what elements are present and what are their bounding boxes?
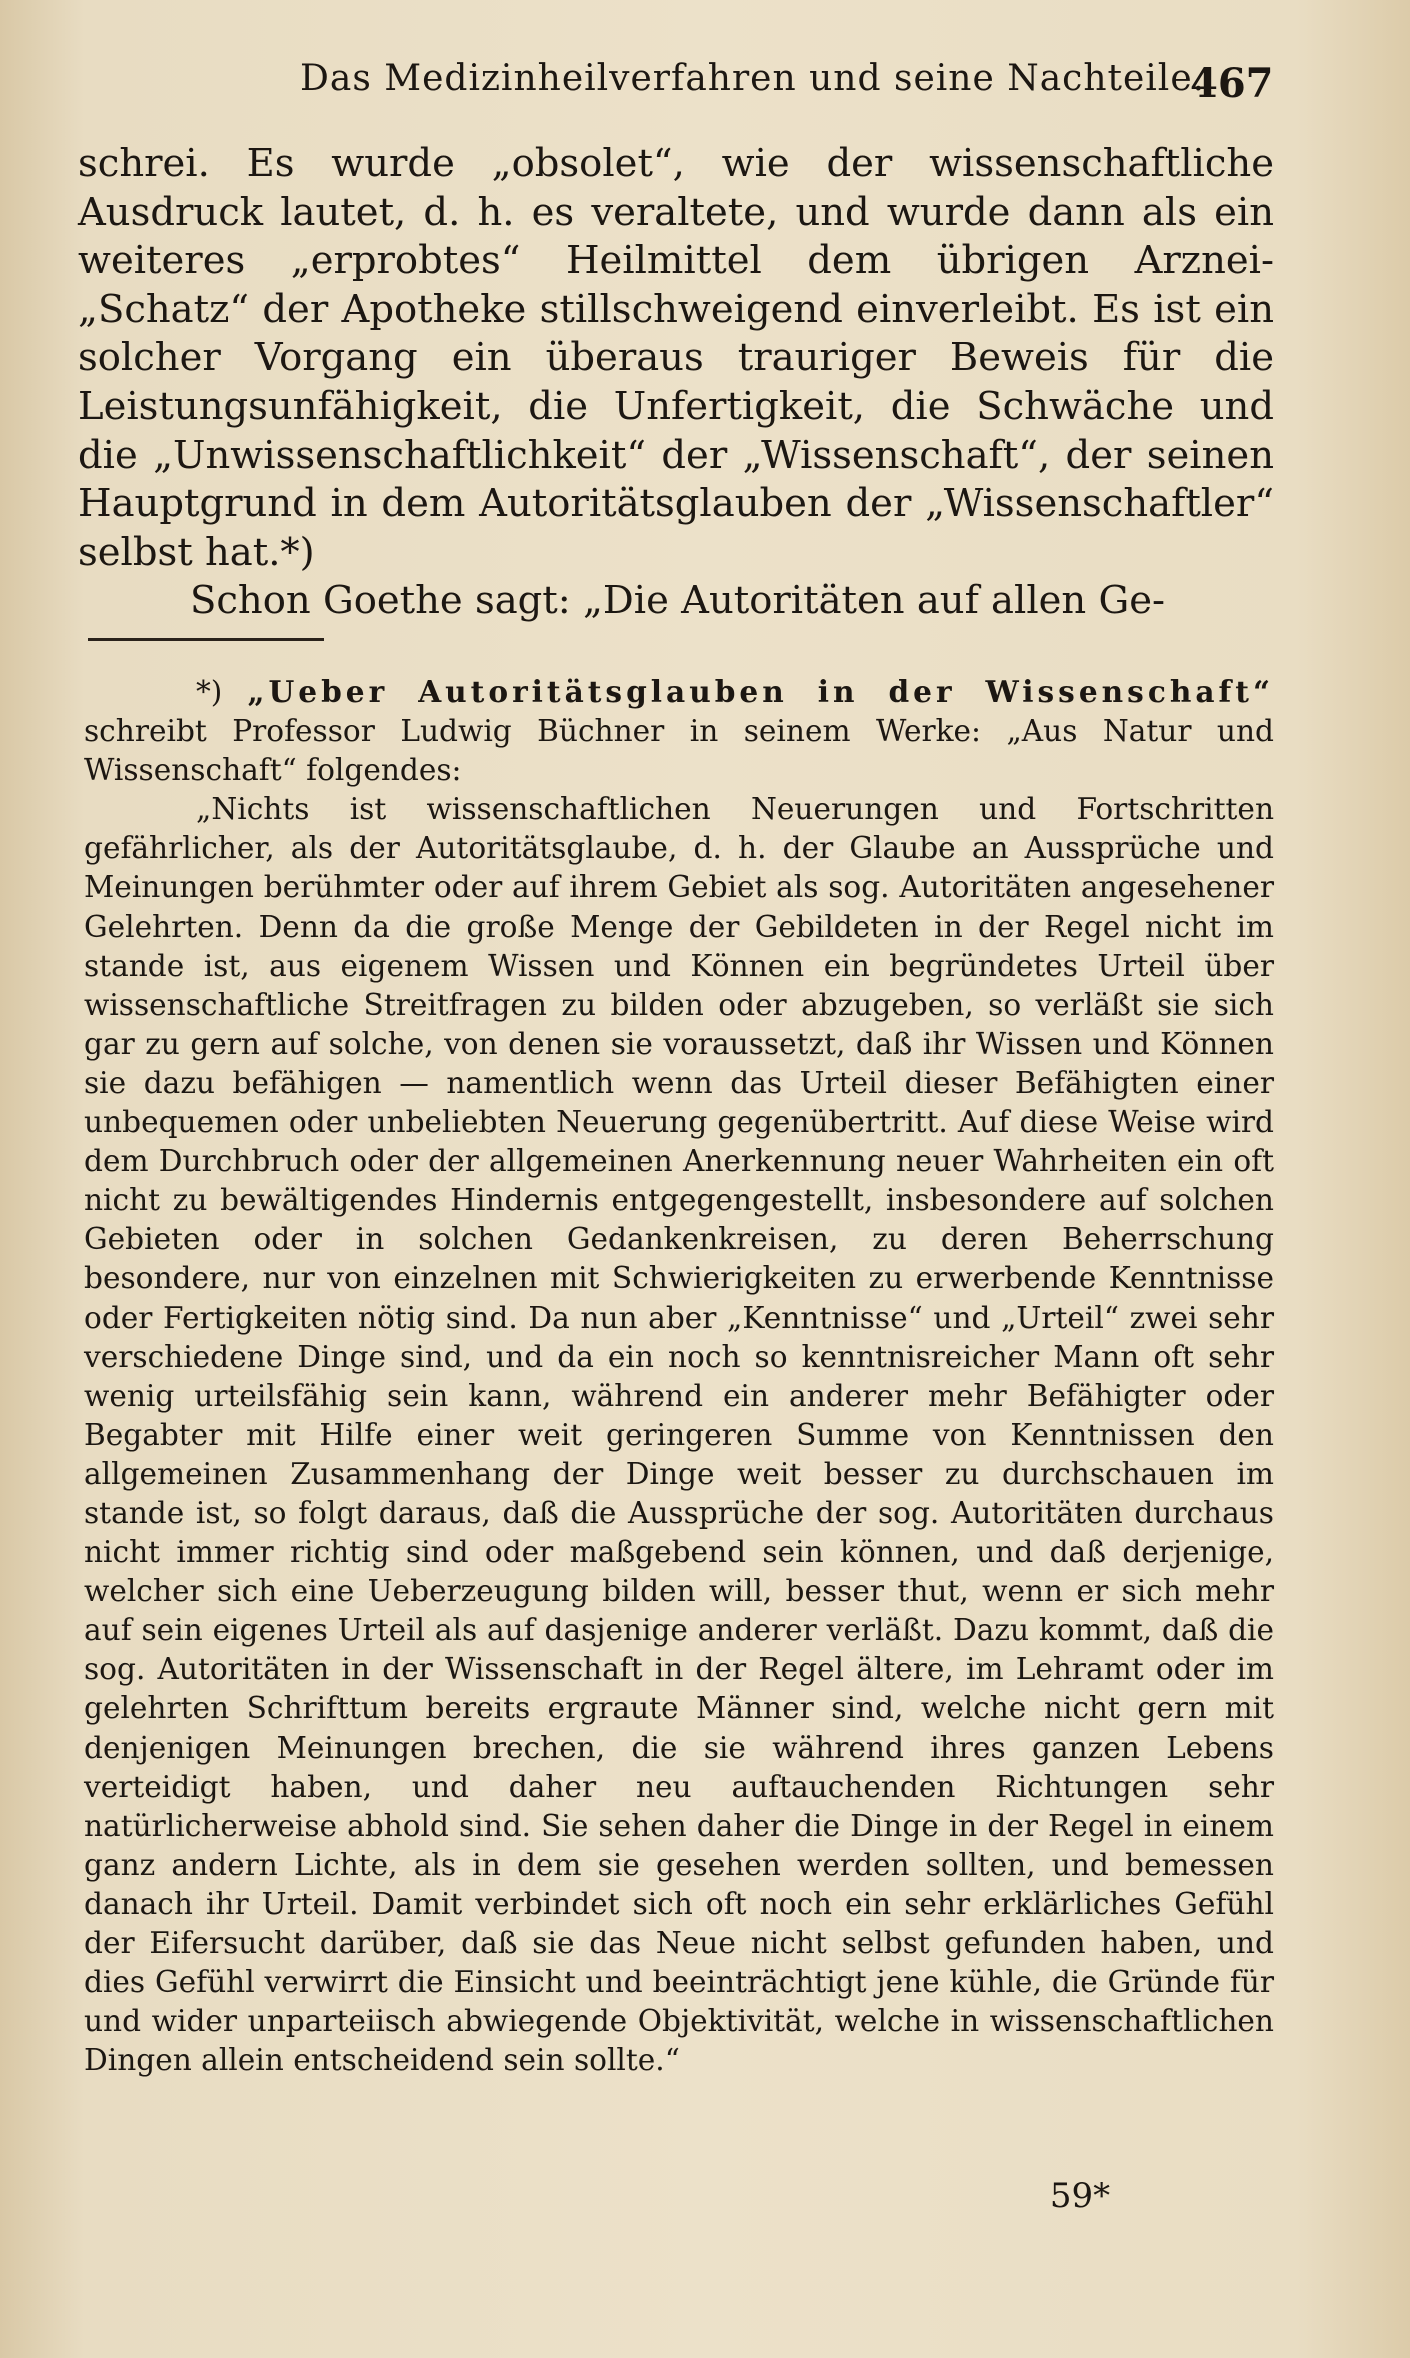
footnote-rule	[88, 638, 324, 641]
signature-mark: 59*	[1049, 2176, 1111, 2216]
main-paragraph-1: schrei. Es wurde „obsolet“, wie der wissenschaftliche Ausdruck lautet, d. h. es veraltete, und wurde dann als ein weiteres „erprobtes“ Heilmittel dem übrigen Arznei-„Schatz“ der Apotheke stillschweigend einverleibt. Es ist ein solcher Vorgang ein überaus trauriger Beweis für die Leistungsunfähigkeit, die Unfertigkeit, die Schwäche und die „Unwissenschaftlichkeit“ der „Wissenschaft“, der seinen Hauptgrund in dem Autoritätsglauben der „Wissenschaftler“ selbst hat.*)	[78, 141, 1274, 575]
main-paragraph-2: Schon Goethe sagt: „Die Autoritäten auf allen Ge-	[190, 578, 1166, 624]
running-head: Das Medizinheilverfahren und seine Nachteile.	[300, 58, 1206, 99]
footnote-intro	[84, 672, 1274, 790]
footnote-intro-text: schreibt Professor Ludwig Büchner in seinem Werke: „Aus Natur und Wissenschaft“ folgendes:	[84, 714, 1274, 788]
footnote-heading: „Ueber Autoritätsglauben in der Wissenschaft“	[247, 674, 1274, 709]
page-number: 467	[1190, 60, 1274, 107]
main-text	[78, 140, 1274, 626]
footnote	[84, 672, 1274, 2080]
footnote-quote: „Nichts ist wissenschaftlichen Neuerungen und Fortschritten gefährlicher, als der Autoritätsglaube, d. h. der Glaube an Aussprüche und Meinungen berühmter oder auf ihrem Gebiet als sog. Autoritäten angesehener Gelehrten. Denn da die große Menge der Gebildeten in der Regel nicht im stande ist, aus eigenem Wissen und Können ein begründetes Urteil über wissenschaftliche Streitfragen zu bilden oder abzugeben, so verläßt sie sich gar zu gern auf solche, von denen sie voraussetzt, daß ihr Wissen und Können sie dazu befähigen — namentlich wenn das Urteil dieser Befähigten einer unbequemen oder unbeliebten Neuerung gegenübertritt. Auf diese Weise wird dem Durchbruch oder der allgemeinen Anerkennung neuer Wahrheiten ein oft nicht zu bewältigendes Hindernis entgegengestellt, insbesondere auf solchen Gebieten oder in solchen Gedankenkreisen, zu deren Beherrschung besondere, nur von einzelnen mit Schwierigkeiten zu erwerbende Kenntnisse oder Fertigkeiten nötig sind. Da nun aber „Kenntnisse“ und „Urteil“ zwei sehr verschiedene Dinge sind, und da ein noch so kenntnisreicher Mann oft sehr wenig urteilsfähig sein kann, während ein anderer mehr Befähigter oder Begabter mit Hilfe einer weit geringeren Summe von Kenntnissen den allgemeinen Zusammenhang der Dinge weit besser zu durchschauen im stande ist, so folgt daraus, daß die Aussprüche der sog. Autoritäten durchaus nicht immer richtig sind oder maßgebend sein können, und daß derjenige, welcher sich eine Ueberzeugung bilden will, besser thut, wenn er sich mehr auf sein eigenes Urteil als auf dasjenige anderer verläßt. Dazu kommt, daß die sog. Autoritäten in der Wissenschaft in der Regel ältere, im Lehramt oder im gelehrten Schrifttum bereits ergraute Männer sind, welche nicht gern mit denjenigen Meinungen brechen, die sie während ihres ganzen Lebens verteidigt haben, und daher neu auftauchenden Richtungen sehr natürlicherweise abhold sind. Sie sehen daher die Dinge in der Regel in einem ganz andern Lichte, als in dem sie gesehen werden sollten, und bemessen danach ihr Urteil. Damit verbindet sich oft noch ein sehr erklärliches Gefühl der Eifersucht darüber, daß sie das Neue nicht selbst gefunden haben, und dies Gefühl verwirrt die Einsicht und beeinträchtigt jene kühle, die Gründe für und wider unparteiisch abwiegende Objektivität, welche in wissenschaftlichen Dingen allein entscheidend sein sollte.“	[84, 792, 1274, 2078]
footnote-marker: *)	[196, 675, 223, 709]
